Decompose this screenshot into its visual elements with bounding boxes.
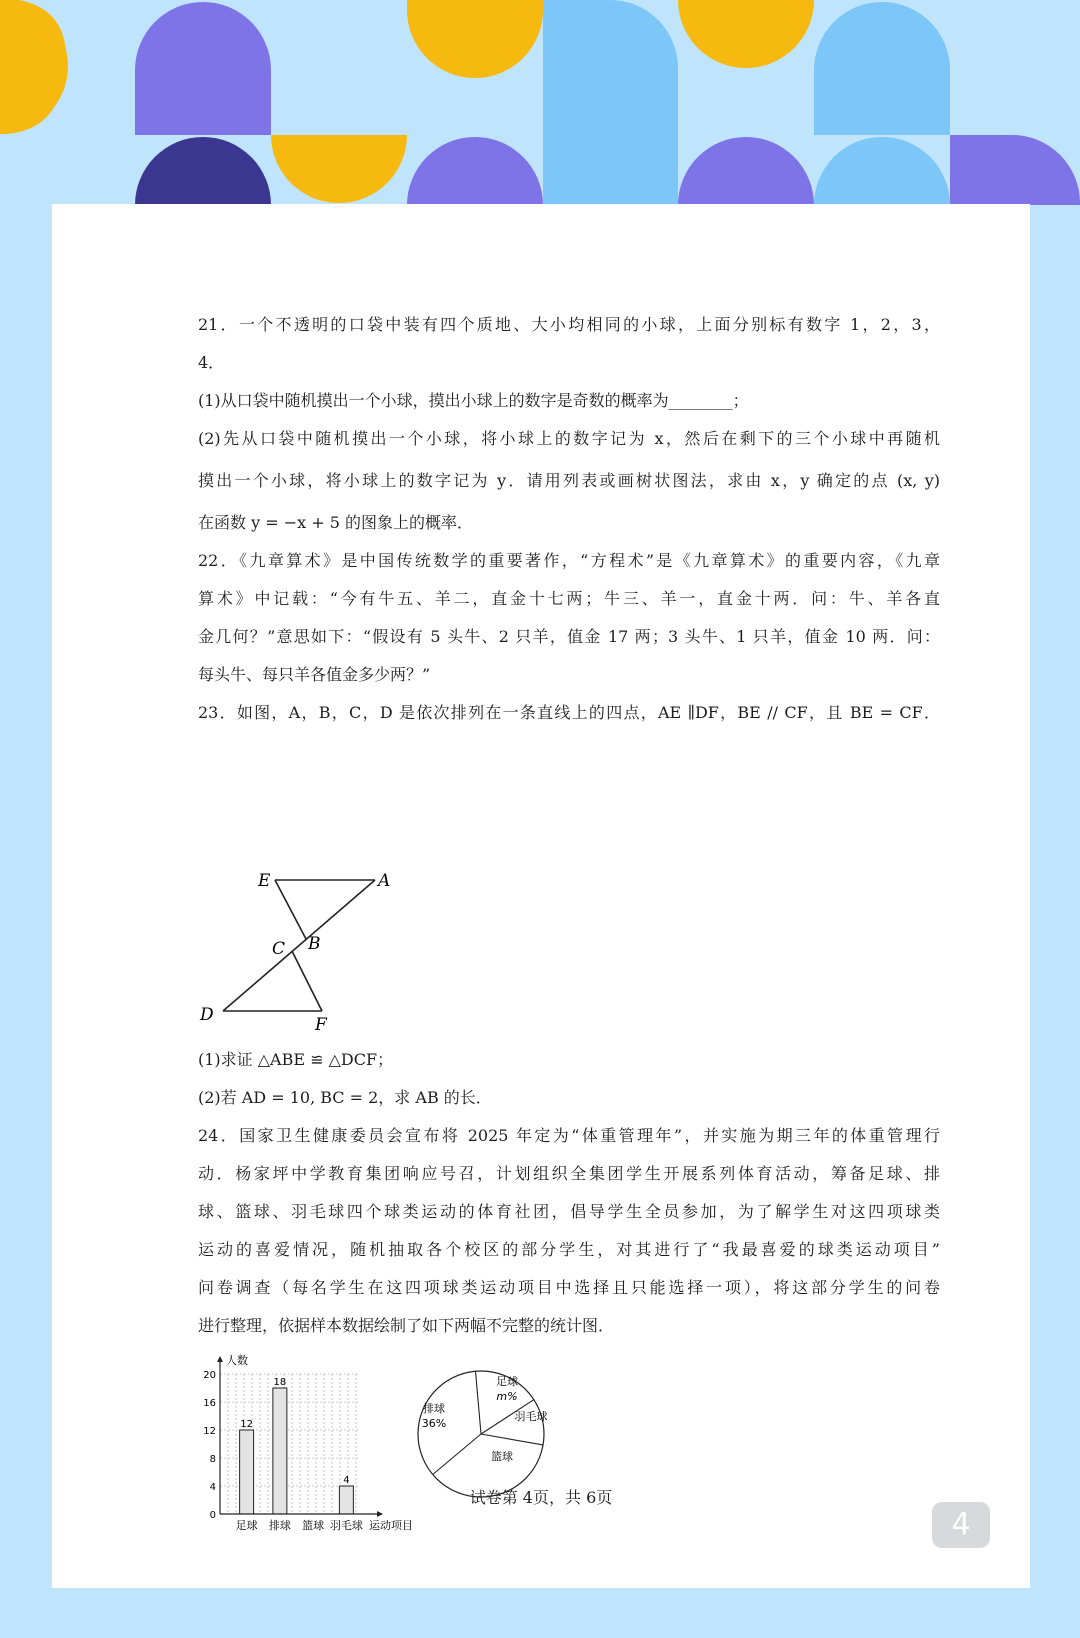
- q24-line-5: 问卷调查（每名学生在这四项球类运动项目中选择且只能选择一项），将这部分学生的问卷: [198, 1278, 940, 1297]
- label-B: B: [308, 934, 321, 954]
- pie-slice-label-足球: 足球: [496, 1375, 518, 1388]
- pie-slice-label-羽毛球: 羽毛球: [514, 1410, 548, 1423]
- x-tick-label: 羽毛球: [329, 1519, 363, 1532]
- x-axis-arrow: [377, 1511, 383, 1517]
- q22-line-4: 每头牛、每只羊各值金多少两？”: [198, 665, 431, 684]
- label-C: C: [272, 939, 286, 959]
- bar-data-label: 4: [343, 1475, 350, 1486]
- pie-slice-percent: 36%: [421, 1417, 447, 1430]
- page-footer: 试卷第 4页，共 6页: [469, 1488, 613, 1507]
- pie-slice-label-篮球: 篮球: [491, 1450, 513, 1463]
- q24-line-1: 24．国家卫生健康委员会宣布将 2025 年定为“体重管理年”，并实施为期三年的体重管理行: [198, 1126, 940, 1145]
- banner-shapes: [0, 0, 1080, 205]
- q23-part-1: (1)求证 △ABE ≌ △DCF；: [198, 1050, 394, 1069]
- decorative-banner: [0, 0, 1080, 205]
- q21-part-2-line-3: 在函数 y = −x + 5 的图象上的概率．: [198, 513, 473, 532]
- q21-part-2-line-2: 摸出一个小球，将小球上的数字记为 y．请用列表或画树状图法，求由 x，y 确定的点 (x, y): [198, 471, 940, 490]
- pie-slice-label-排球: 排球: [423, 1402, 445, 1415]
- q21-part-2-line-1: (2)先从口袋中随机摸出一个小球，将小球上的数字记为 x，然后在剩下的三个小球中再随机: [198, 429, 940, 448]
- pie-chart-body: [418, 1371, 548, 1497]
- y-axis-arrow: [217, 1356, 223, 1362]
- q21-line-1: 21．一个不透明的口袋中装有四个质地、大小均相同的小球，上面分别标有数字 1，2，3，: [198, 315, 940, 334]
- segment-CF: [292, 951, 322, 1011]
- x-axis-label: 运动项目: [369, 1519, 413, 1532]
- y-tick-label: 12: [203, 1426, 216, 1437]
- q22-line-1: 22．《九章算术》是中国传统数学的重要著作，“方程术”是《九章算术》的重要内容，《九章: [198, 551, 940, 570]
- y-tick-label: 16: [203, 1398, 216, 1409]
- y-tick-label: 0: [209, 1510, 216, 1521]
- geometry-figure: [198, 870, 408, 1040]
- bar-data-label: 12: [240, 1419, 253, 1430]
- q21-part-1: (1)从口袋中随机摸出一个小球，摸出小球上的数字是奇数的概率为________；: [198, 391, 749, 410]
- q24-line-3: 球、篮球、羽毛球四个球类运动的体育社团，倡导学生全员参加，为了解学生对这四项球类: [198, 1202, 940, 1221]
- label-E: E: [258, 871, 271, 891]
- q22-line-3: 金几何？”意思如下：“假设有 5 头牛、2 只羊，值金 17 两；3 头牛、1 只羊，值金 10 两．问：: [198, 627, 940, 646]
- segment-EB: [275, 880, 306, 939]
- pie-slice-percent: m%: [496, 1390, 518, 1403]
- exam-page: [52, 204, 1030, 1588]
- y-tick-label: 20: [203, 1370, 216, 1381]
- q22-line-2: 算术》中记载：“今有牛五、羊二，直金十七两；牛三、羊一，直金十两．问：牛、羊各直: [198, 589, 940, 608]
- y-tick-label: 4: [209, 1482, 216, 1493]
- bar-chart: [200, 1354, 432, 1554]
- label-F: F: [315, 1015, 327, 1035]
- bar-data-label: 18: [273, 1377, 287, 1388]
- label-A: A: [378, 871, 391, 891]
- q24-line-2: 动．杨家坪中学教育集团响应号召，计划组织全集团学生开展系列体育活动，筹备足球、排: [198, 1164, 940, 1183]
- q21-line-2: 4．: [198, 353, 225, 372]
- page-number-badge: 4: [932, 1502, 990, 1548]
- q24-line-6: 进行整理，依据样本数据绘制了如下两幅不完整的统计图．: [198, 1316, 615, 1335]
- q23-line-1: 23．如图，A，B，C，D 是依次排列在一条直线上的四点，AE ∥DF，BE // CF，且 BE = CF．: [198, 703, 940, 722]
- x-tick-label: 篮球: [302, 1519, 325, 1532]
- segment-AD: [223, 880, 375, 1011]
- q23-part-2: (2)若 AD = 10, BC = 2，求 AB 的长．: [198, 1088, 492, 1107]
- x-tick-label: 足球: [235, 1519, 258, 1532]
- y-tick-label: 8: [209, 1454, 216, 1465]
- y-axis-label: 人数: [226, 1354, 248, 1367]
- label-D: D: [200, 1005, 214, 1025]
- x-tick-label: 排球: [268, 1519, 291, 1532]
- q24-line-4: 运动的喜爱情况，随机抽取各个校区的部分学生，对其进行了“我最喜爱的球类运动项目”: [198, 1240, 940, 1259]
